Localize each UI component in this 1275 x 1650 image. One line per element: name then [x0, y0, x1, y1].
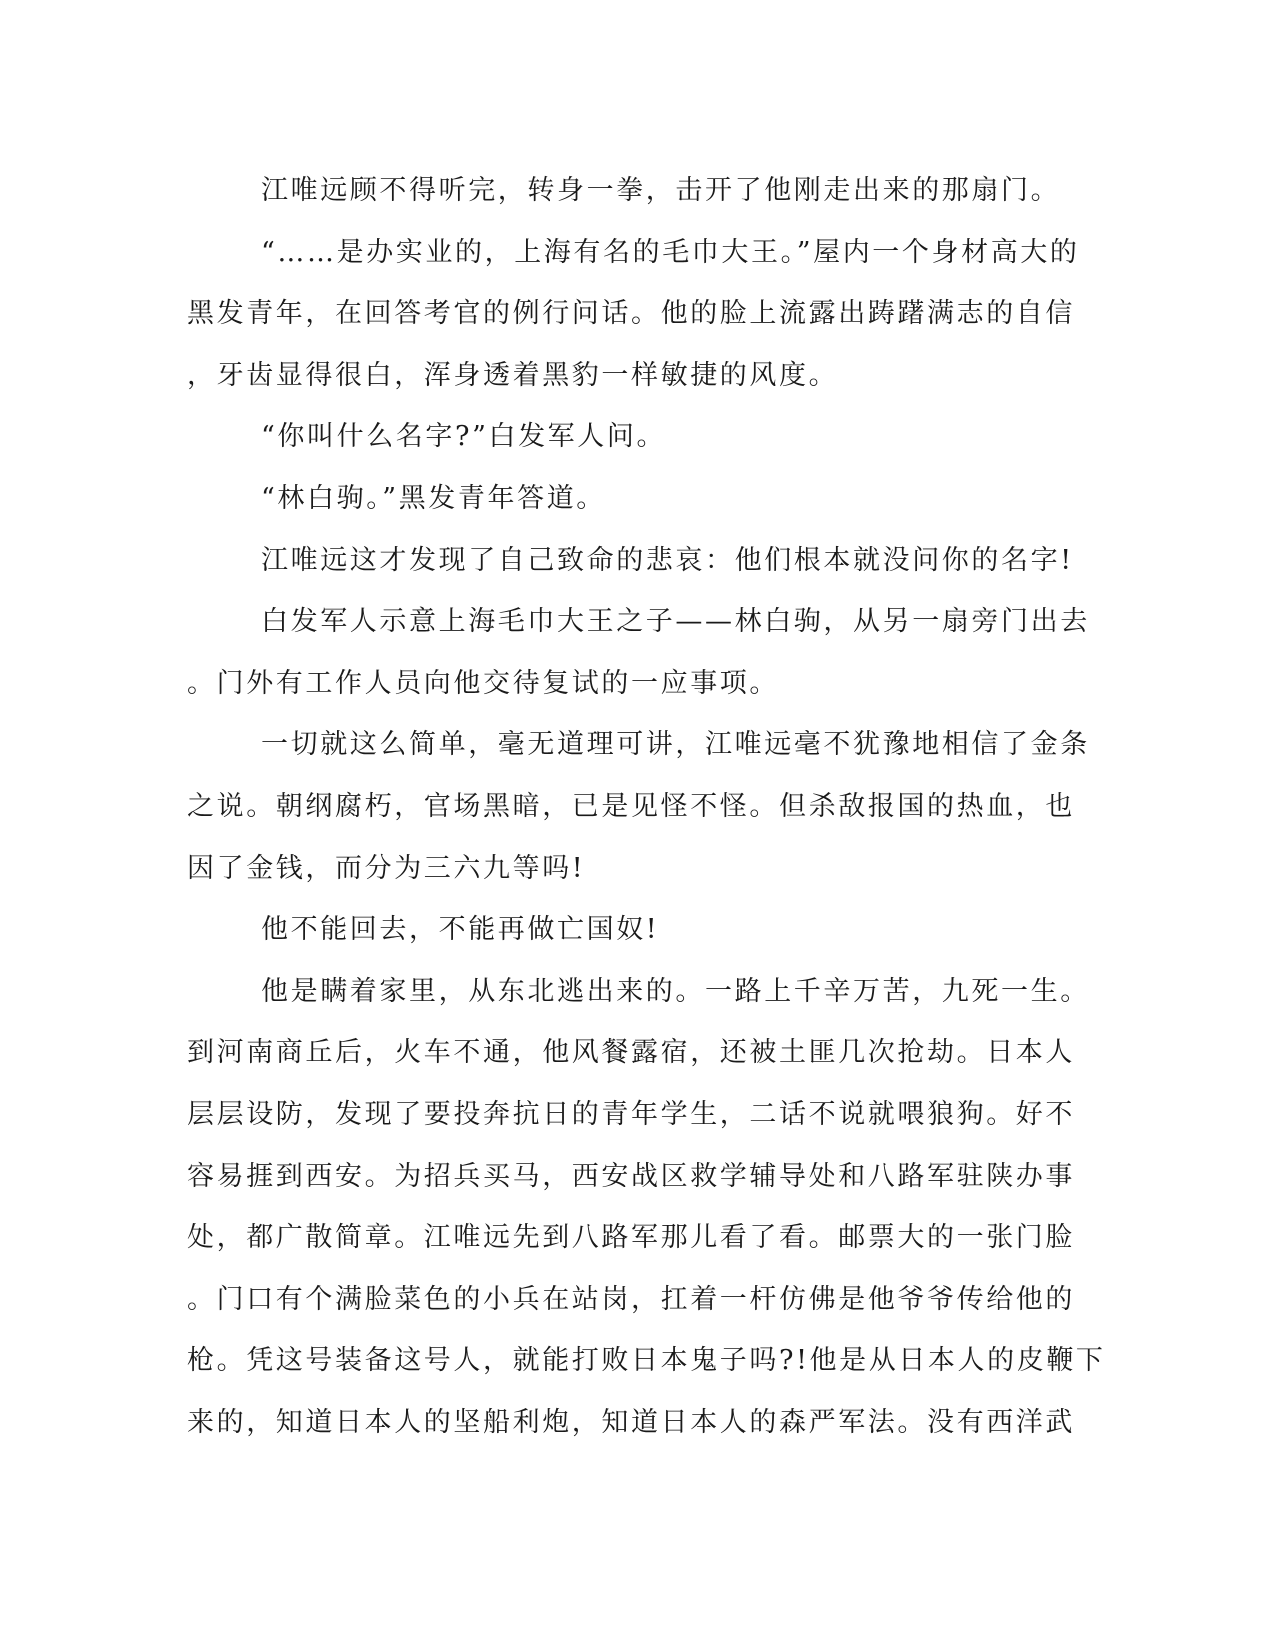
text-line: 容易捱到西安。为招兵买马，西安战区救学辅导处和八路军驻陕办事 [187, 1160, 1075, 1192]
text-line: “……是办实业的，上海有名的毛巾大王。”屋内一个身材高大的 [261, 236, 1080, 268]
body-text [187, 160, 1106, 1453]
text-line: “林白驹。”黑发青年答道。 [261, 482, 606, 514]
text-line: 他不能回去，不能再做亡国奴! [261, 914, 660, 946]
text-line: 江唯远这才发现了自己致命的悲哀：他们根本就没问你的名字! [261, 544, 1074, 576]
text-line: “你叫什么名字?”白发军人问。 [261, 421, 667, 453]
text-line: 一切就这么简单，毫无道理可讲，江唯远毫不犹豫地相信了金条 [261, 729, 1090, 761]
text-line: 到河南商丘后，火车不通，他风餐露宿，还被土匪几次抢劫。日本人 [187, 1037, 1075, 1069]
text-line: 。门外有工作人员向他交待复试的一应事项。 [187, 667, 779, 699]
text-line: 层层设防，发现了要投奔抗日的青年学生，二话不说就喂狼狗。好不 [187, 1098, 1075, 1130]
text-line: 黑发青年，在回答考官的例行问话。他的脸上流露出踌躇满志的自信 [187, 298, 1075, 330]
text-line: 。门口有个满脸菜色的小兵在站岗，扛着一杆仿佛是他爷爷传给他的 [187, 1283, 1075, 1315]
text-line: 白发军人示意上海毛巾大王之子——林白驹，从另一扇旁门出去 [261, 606, 1090, 638]
text-line: 来的，知道日本人的坚船利炮，知道日本人的森严军法。没有西洋武 [187, 1406, 1075, 1438]
text-line: 处，都广散简章。江唯远先到八路军那儿看了看。邮票大的一张门脸 [187, 1222, 1075, 1254]
text-line: 因了金钱，而分为三六九等吗! [187, 852, 586, 884]
text-line: 江唯远顾不得听完，转身一拳，击开了他刚走出来的那扇门。 [261, 175, 1061, 206]
text-line: 枪。凭这号装备这号人，就能打败日本鬼子吗?!他是从日本人的皮鞭下 [187, 1345, 1106, 1377]
text-line: 之说。朝纲腐朽，官场黑暗，已是见怪不怪。但杀敌报国的热血，也 [187, 790, 1075, 822]
text-line: ，牙齿显得很白，浑身透着黑豹一样敏捷的风度。 [187, 359, 839, 391]
text-line: 他是瞒着家里，从东北逃出来的。一路上千辛万苦，九死一生。 [261, 975, 1090, 1007]
